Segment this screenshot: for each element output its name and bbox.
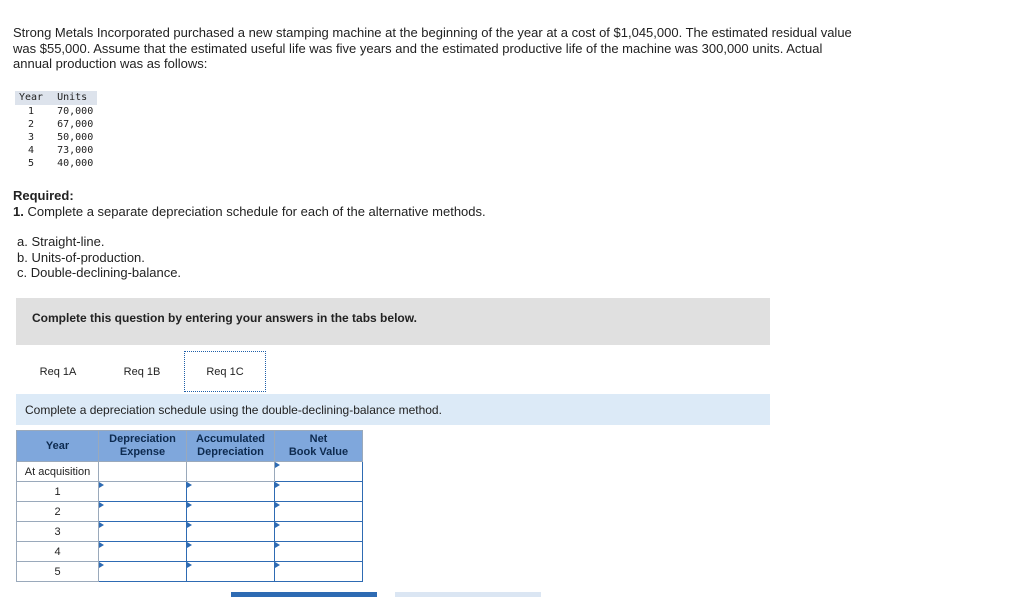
depreciation-expense-input[interactable]: [99, 502, 187, 522]
required-item-number: 1.: [13, 204, 24, 219]
table-row: [17, 562, 363, 582]
required-heading: Required:: [13, 188, 74, 203]
depreciation-expense-input[interactable]: [99, 562, 187, 582]
header-line: Depreciation: [109, 433, 176, 445]
net-book-value-input[interactable]: [275, 462, 363, 482]
units-value: 50,000: [57, 132, 94, 143]
units-year: 5: [28, 158, 35, 169]
schedule-year: 5: [17, 562, 99, 582]
header-line: Net: [309, 433, 328, 445]
schedule-year: 2: [17, 502, 99, 522]
table-row: [17, 542, 363, 562]
table-row: [15, 157, 97, 170]
depreciation-expense-cell: [99, 462, 187, 482]
method-item: a. Straight-line.: [17, 234, 105, 249]
net-book-value-input[interactable]: [275, 522, 363, 542]
schedule-header-year: Year: [17, 431, 99, 462]
required-item: [13, 204, 486, 219]
table-row: [17, 462, 363, 482]
schedule-year: 1: [17, 482, 99, 502]
tab-req-1b[interactable]: Req 1B: [101, 351, 183, 392]
header-line: Book Value: [288, 446, 349, 458]
accumulated-depreciation-input[interactable]: [187, 522, 275, 542]
schedule-year: 4: [17, 542, 99, 562]
schedule-year: 3: [17, 522, 99, 542]
units-year: 4: [28, 145, 35, 156]
header-line: Accumulated: [195, 433, 266, 445]
net-book-value-input[interactable]: [275, 562, 363, 582]
units-year: 3: [28, 132, 35, 143]
instructions-banner: [16, 298, 770, 345]
accumulated-depreciation-input[interactable]: [187, 502, 275, 522]
table-row: [15, 118, 97, 131]
accumulated-depreciation-input[interactable]: [187, 482, 275, 502]
units-value: 70,000: [57, 106, 94, 117]
units-table-header-year: Year: [15, 91, 47, 105]
next-tab-button[interactable]: [395, 592, 541, 597]
schedule-header-depreciation-expense: [99, 431, 187, 462]
method-item: c. Double-declining-balance.: [17, 265, 182, 280]
header-line: Depreciation: [197, 446, 264, 458]
units-table-header-units: Units: [47, 91, 97, 105]
accumulated-depreciation-input[interactable]: [187, 542, 275, 562]
problem-statement: Strong Metals Incorporated purchased a new stamping machine at the beginning of the year at a cost of $1,045,000. The estimated residual value was $55,000. Assume that the estimated useful life was five years and the estimated productive life of the machine was 300,000 units. Actual annual production was as follows:: [13, 25, 852, 71]
table-row: [17, 482, 363, 502]
table-row: [15, 131, 97, 144]
table-row: [15, 144, 97, 157]
tab-instruction-text: Complete a depreciation schedule using the double-declining-balance method.: [25, 403, 442, 417]
required-item-text: Complete a separate depreciation schedule for each of the alternative methods.: [23, 204, 486, 219]
depreciation-expense-input[interactable]: [99, 522, 187, 542]
production-units-table: [15, 91, 97, 170]
method-list: [17, 234, 181, 281]
net-book-value-input[interactable]: [275, 542, 363, 562]
table-row: [17, 522, 363, 542]
previous-tab-button[interactable]: [231, 592, 377, 597]
table-row: [17, 502, 363, 522]
depreciation-expense-input[interactable]: [99, 482, 187, 502]
schedule-header-accumulated-depreciation: [187, 431, 275, 462]
depreciation-schedule-table: [16, 430, 363, 582]
accumulated-depreciation-input[interactable]: [187, 562, 275, 582]
tab-req-1c[interactable]: Req 1C: [184, 351, 266, 392]
units-value: 40,000: [57, 158, 94, 169]
units-year: 1: [28, 106, 35, 117]
method-item: b. Units-of-production.: [17, 249, 145, 265]
tab-req-1a[interactable]: Req 1A: [17, 351, 99, 392]
schedule-header-net-book-value: [275, 431, 363, 462]
depreciation-expense-input[interactable]: [99, 542, 187, 562]
units-value: 73,000: [57, 145, 94, 156]
table-row: [15, 105, 97, 118]
banner-text: Complete this question by entering your answers in the tabs below.: [32, 311, 417, 325]
tab-instruction-bar: [16, 394, 770, 425]
accumulated-depreciation-cell: [187, 462, 275, 482]
header-line: Expense: [119, 446, 166, 458]
units-year: 2: [28, 119, 35, 130]
schedule-year: At acquisition: [17, 462, 99, 482]
units-value: 67,000: [57, 119, 94, 130]
net-book-value-input[interactable]: [275, 502, 363, 522]
net-book-value-input[interactable]: [275, 482, 363, 502]
